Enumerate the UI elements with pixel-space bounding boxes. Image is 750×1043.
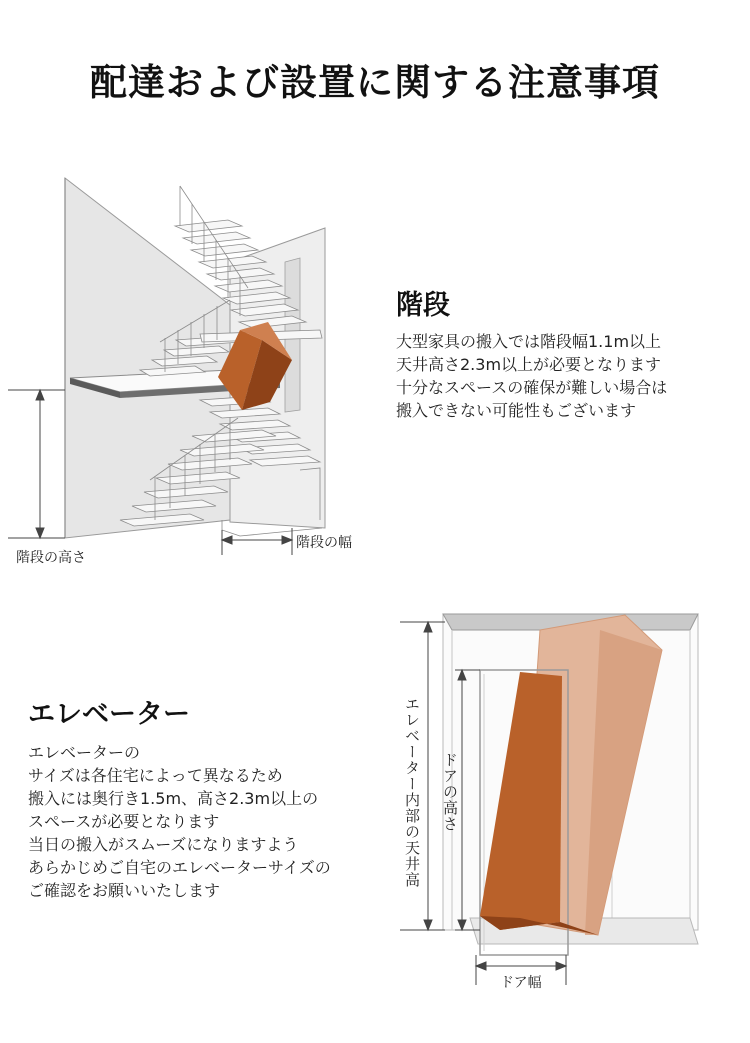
elevator-line: 当日の搬入がスムーズになりますよう (28, 835, 299, 854)
stairs-line: 天井高さ2.3m以上が必要となります (396, 355, 662, 374)
elevator-line: サイズは各住宅によって異なるため (28, 766, 283, 785)
elevator-line: 搬入には奥行き1.5m、高さ2.3m以上の (28, 789, 319, 808)
stairs-line: 搬入できない可能性もございます (396, 401, 637, 420)
stairs-line: 十分なスペースの確保が難しい場合は (396, 378, 668, 397)
elevator-line: エレベーターの (28, 743, 141, 762)
elevator-line: ご確認をお願いいたします (28, 881, 221, 900)
elevator-line: あらかじめご自宅のエレベーターサイズの (28, 858, 331, 877)
stairs-line: 大型家具の搬入では階段幅1.1m以上 (396, 332, 662, 351)
stairs-height-label: 階段の高さ (16, 550, 86, 566)
stairs-heading: 階段 (396, 290, 450, 321)
stairs-width-label: 階段の幅 (296, 535, 352, 551)
door-height-label: ドアの高さ (441, 752, 459, 832)
elevator-line: スペースが必要となります (28, 812, 220, 831)
door-width-label: ドア幅 (500, 975, 542, 991)
elevator-ceiling-label: エレベーター内部の天井高 (403, 696, 421, 888)
elevator-heading: エレベーター (28, 699, 190, 730)
page-title: 配達および設置に関する注意事項 (90, 61, 660, 104)
